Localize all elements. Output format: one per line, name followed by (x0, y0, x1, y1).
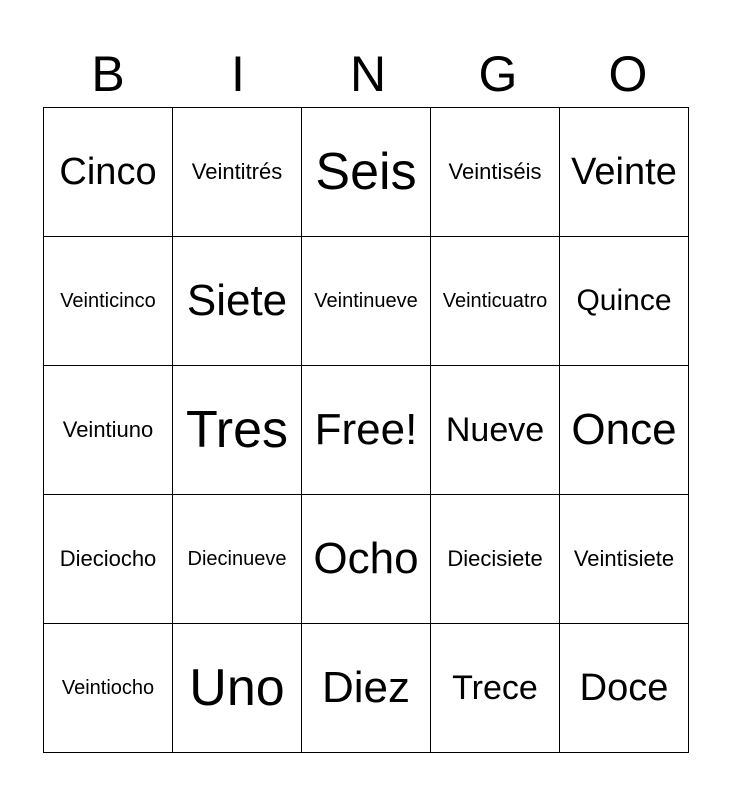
bingo-cell: Veintitrés (173, 108, 302, 237)
bingo-cell: Seis (302, 108, 431, 237)
grid-row (44, 108, 689, 237)
bingo-cell: Diecisiete (431, 495, 560, 624)
bingo-cell: Veintiocho (44, 624, 173, 753)
header-letter-b: B (91, 46, 125, 102)
bingo-cell: Siete (173, 237, 302, 366)
bingo-cell: Once (560, 366, 689, 495)
bingo-cell: Ocho (302, 495, 431, 624)
bingo-cell: Veintisiete (560, 495, 689, 624)
bingo-cell: Cinco (44, 108, 173, 237)
bingo-cell: Veinticinco (44, 237, 173, 366)
bingo-cell: Dieciocho (44, 495, 173, 624)
bingo-cell: Trece (431, 624, 560, 753)
bingo-cell: Doce (560, 624, 689, 753)
bingo-cell: Tres (173, 366, 302, 495)
bingo-cell: Diez (302, 624, 431, 753)
free-space-cell: Free! (302, 366, 431, 495)
bingo-cell: Nueve (431, 366, 560, 495)
bingo-cell: Veintinueve (302, 237, 431, 366)
header-letter-i: I (231, 46, 245, 102)
bingo-cell: Uno (173, 624, 302, 753)
grid-row (44, 495, 689, 624)
bingo-cell: Veinte (560, 108, 689, 237)
grid-row (44, 624, 689, 753)
bingo-cell: Diecinueve (173, 495, 302, 624)
bingo-cell: Veinticuatro (431, 237, 560, 366)
bingo-cell: Quince (560, 237, 689, 366)
bingo-cell: Veintiuno (44, 366, 173, 495)
header-letter-g: G (478, 46, 518, 102)
header-letter-o: O (608, 46, 648, 102)
grid-row (44, 237, 689, 366)
bingo-header (43, 40, 693, 108)
bingo-grid (43, 107, 689, 753)
header-letter-n: N (349, 46, 387, 102)
bingo-cell: Veintiséis (431, 108, 560, 237)
grid-row (44, 366, 689, 495)
